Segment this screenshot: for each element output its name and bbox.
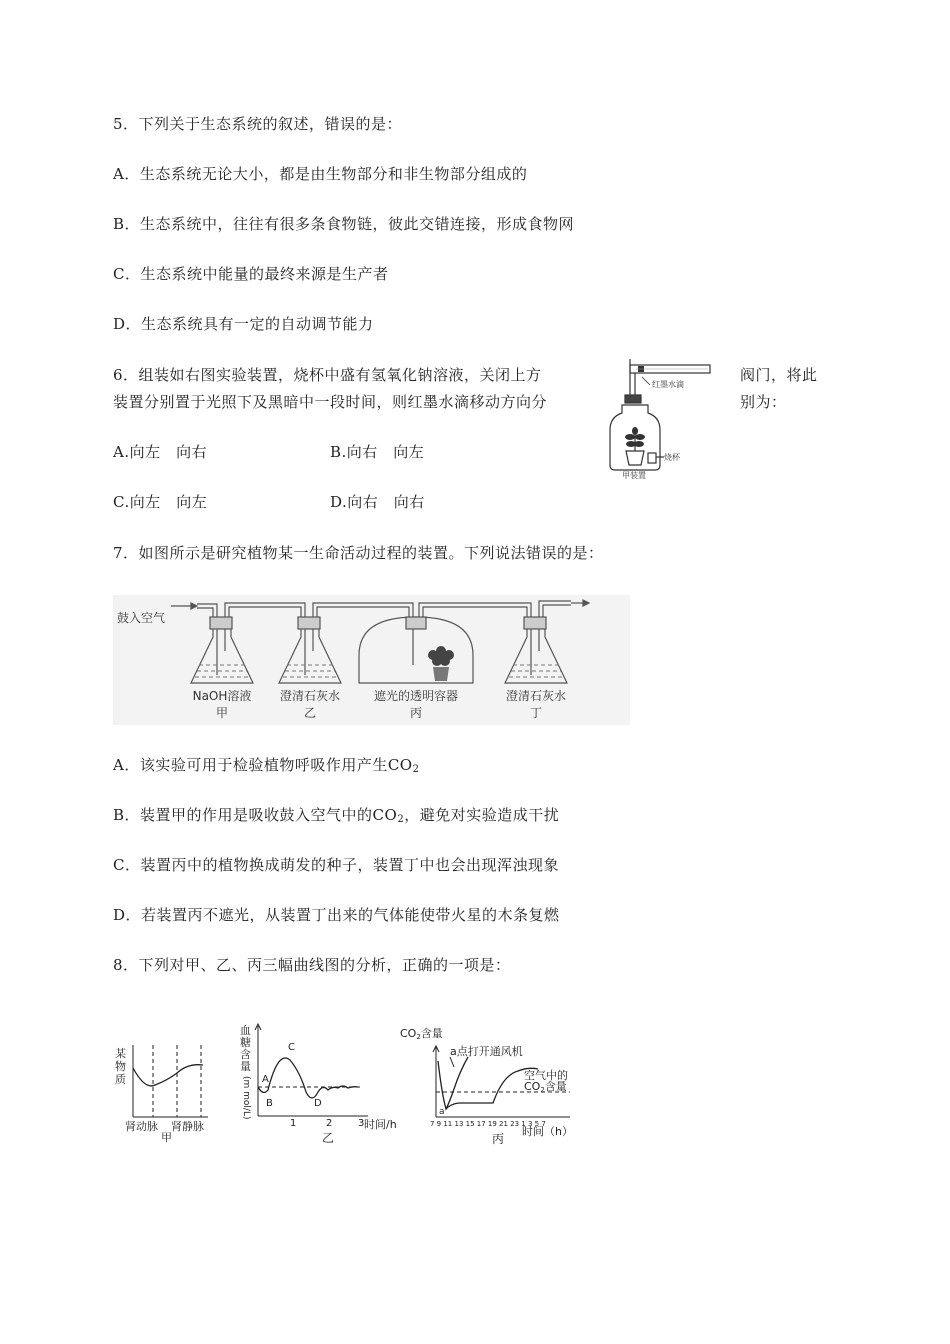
device-label: 甲装置 xyxy=(622,471,646,480)
jia-content-label: NaOH溶液 xyxy=(192,689,252,703)
graph-bing xyxy=(398,1025,578,1150)
q6-option-b: B.向右 向左 xyxy=(330,443,425,461)
graph-jia xyxy=(113,1035,213,1150)
reference-label-2: CO2含量 xyxy=(524,1080,567,1094)
ylabel-char: 某物质 xyxy=(115,1047,126,1086)
q7-option-b xyxy=(113,805,559,830)
rubber-stopper xyxy=(625,395,641,403)
q6-option-a: A.向左 向右 xyxy=(113,443,208,461)
q8-stem: 8．下列对甲、乙、丙三幅曲线图的分析，正确的一项是： xyxy=(113,956,511,974)
subscript: 2 xyxy=(397,814,405,825)
yi-label: 乙 xyxy=(303,706,317,720)
q6-stem-line1-tail: 阀门，将此 xyxy=(740,366,818,384)
jia-label: 甲 xyxy=(215,706,229,720)
q5-option-c: C．生态系统中能量的最终来源是生产者 xyxy=(113,265,389,283)
xlabel: 时间/h xyxy=(364,1118,397,1131)
tick-label: 1 xyxy=(290,1118,297,1129)
q5-stem: 5．下列关于生态系统的叙述，错误的是： xyxy=(113,115,403,133)
point-d-label: D xyxy=(314,1098,322,1109)
q6-stem-line1: 6．组装如右图实验装置，烧杯中盛有氢氧化钠溶液，关闭上方 xyxy=(113,366,542,384)
q5-option-b: B．生态系统中，往往有很多条食物链，彼此交错连接，形成食物网 xyxy=(113,215,575,233)
graph-yi xyxy=(238,1020,408,1150)
bing-content-label: 遮光的透明容器 xyxy=(373,689,459,703)
tick-label: 3 xyxy=(358,1118,365,1129)
q5-option-d: D．生态系统具有一定的自动调节能力 xyxy=(113,315,374,333)
x2-label: 肾静脉 xyxy=(171,1120,204,1133)
ding-label: 丁 xyxy=(529,706,543,720)
leaf-icon xyxy=(635,434,645,440)
q7-option-b-text: B．装置甲的作用是吸收鼓入空气中的CO xyxy=(113,806,398,824)
graph-yi-name: 乙 xyxy=(322,1131,335,1145)
bing-label: 丙 xyxy=(409,706,423,720)
q6-option-d: D.向右 向右 xyxy=(330,493,425,511)
q7-option-d: D．若装置丙不遮光，从装置丁出来的气体能使带火星的木条复燃 xyxy=(113,906,560,924)
reference-label-1: 空气中的 xyxy=(524,1069,568,1082)
ding-content-label: 澄清石灰水 xyxy=(505,689,567,703)
graph-jia-name: 甲 xyxy=(161,1131,172,1144)
q7-option-a-text: A．该实验可用于检验植物呼吸作用产生CO xyxy=(113,756,413,774)
flower-pot xyxy=(626,451,644,465)
air-in-label: 鼓入空气 xyxy=(116,611,166,625)
yi-content-label: 澄清石灰水 xyxy=(279,689,341,703)
tick-label: 2 xyxy=(326,1118,333,1129)
q6-stem-line2-tail: 别为： xyxy=(740,393,787,411)
q7-stem: 7．如图所示是研究植物某一生命活动过程的装置。下列说法错误的是： xyxy=(113,544,604,562)
q7-option-c: C．装置丙中的植物换成萌发的种子，装置丁中也会出现浑浊现象 xyxy=(113,856,559,874)
ylabel: CO2含量 xyxy=(400,1027,443,1041)
leaf-icon xyxy=(634,441,644,447)
curve xyxy=(133,1065,203,1086)
curve xyxy=(258,1058,358,1098)
drop-label: 红墨水滴 xyxy=(652,380,684,389)
flower-pot xyxy=(433,667,449,681)
q5-option-a: A．生态系统无论大小，都是由生物部分和非生物部分组成的 xyxy=(113,165,528,183)
leaf-icon xyxy=(632,427,638,435)
yunit: (m mol/L) xyxy=(241,1076,251,1120)
x1-label: 肾动脉 xyxy=(125,1120,158,1133)
leaf-icon xyxy=(625,434,635,440)
xlabel: 时间（h） xyxy=(522,1125,573,1138)
x-ticks: 7 9 11 13 15 17 19 21 23 1 3 5 7 xyxy=(430,1120,546,1128)
q6-stem-line2: 装置分别置于光照下及黑暗中一段时间，则红墨水滴移动方向分 xyxy=(113,393,548,411)
ylabel: 血糖含量 xyxy=(240,1024,251,1073)
subscript: 2 xyxy=(412,764,420,775)
flask-stopper xyxy=(524,617,546,629)
graph-bing-name: 丙 xyxy=(492,1132,505,1146)
point-a-label: a xyxy=(439,1107,445,1117)
q7-option-a xyxy=(113,755,419,780)
q7-apparatus-figure xyxy=(113,595,630,725)
beaker-icon xyxy=(648,453,656,463)
annotation-pointer xyxy=(450,1057,454,1067)
jar-stopper xyxy=(406,617,426,629)
point-b-label: B xyxy=(266,1098,273,1109)
q6-apparatus-figure xyxy=(600,355,715,480)
q6-option-c: C.向左 向左 xyxy=(113,493,208,511)
flask-stopper xyxy=(298,617,320,629)
flask-stopper xyxy=(210,617,232,629)
q7-option-b-tail: ，避免对实验造成干扰 xyxy=(404,806,560,824)
annotation-label: a点打开通风机 xyxy=(450,1045,523,1058)
point-a-label: A xyxy=(262,1074,269,1085)
beaker-label: 烧杯 xyxy=(664,453,680,462)
point-c-label: C xyxy=(288,1042,295,1053)
